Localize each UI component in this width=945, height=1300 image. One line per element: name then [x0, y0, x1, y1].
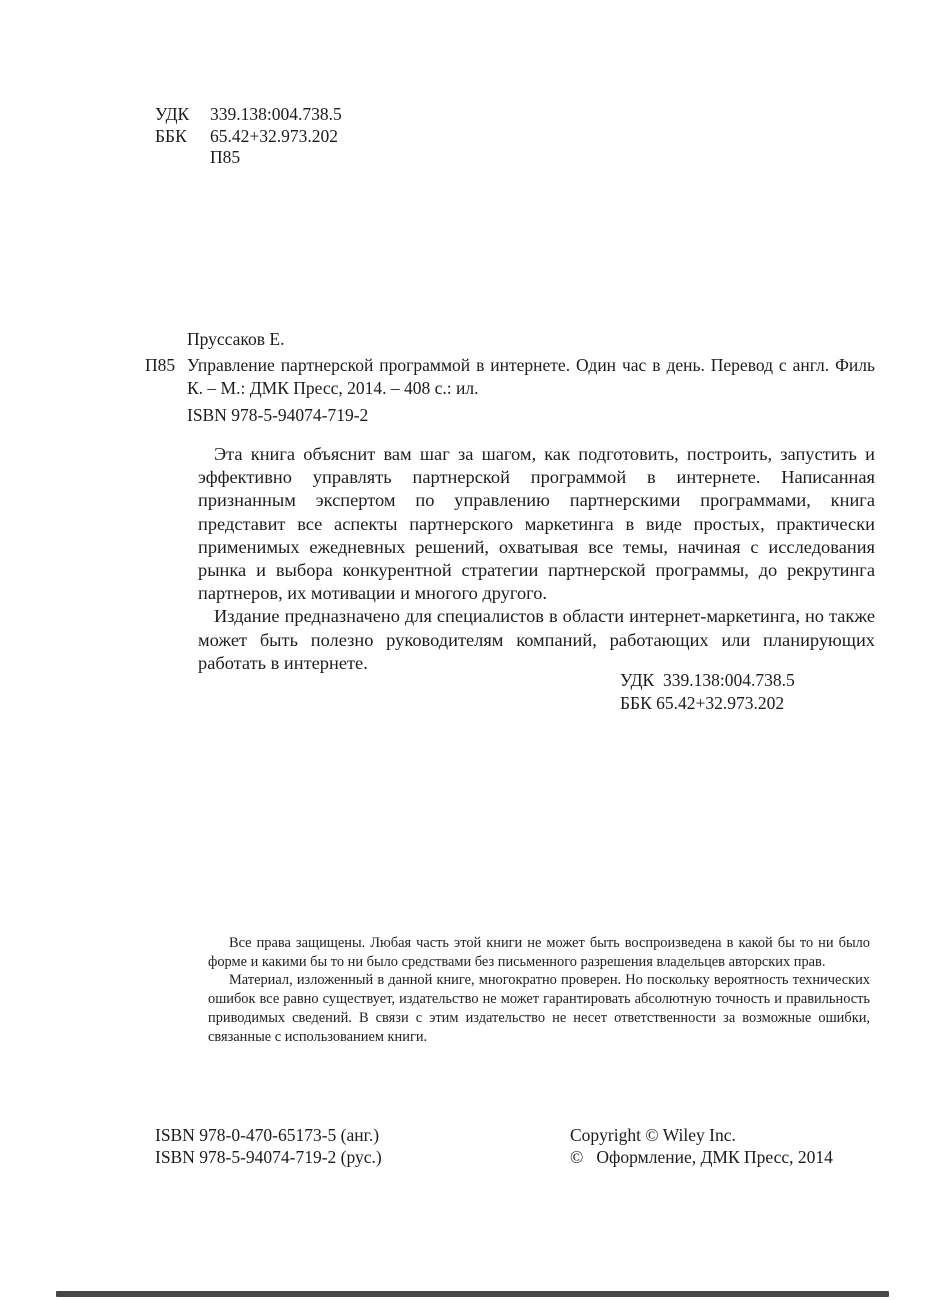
copyright-wiley: Copyright © Wiley Inc. — [570, 1125, 736, 1145]
bbk-right: ББК 65.42+32.973.202 — [620, 693, 785, 713]
isbn-english: ISBN 978-0-470-65173-5 (анг.) — [155, 1125, 380, 1145]
catalog-entry-code: П85 — [145, 355, 176, 375]
bbk-value: 65.42+32.973.202 — [210, 125, 338, 146]
udc-right: УДК 339.138:004.738.5 — [620, 670, 795, 690]
catalog-codes-top — [155, 104, 342, 169]
catalog-entry — [145, 354, 875, 400]
author-sign-spacer — [155, 147, 210, 169]
author-sign: П85 — [210, 147, 241, 167]
footer-copyright-column — [570, 1124, 833, 1168]
copyright-dmk: © Оформление, ДМК Пресс, 2014 — [570, 1147, 833, 1167]
legal-paragraph-disclaimer: Материал, изложенный в данной книге, многократно проверен. Но поскольку вероятность технических ошибок все равно существует, издательство не может гарантировать абсолютную точность и правильность приводимых сведений. В связи с этим издательство не несет ответственности за возможные ошибки, связанные с использованием книги. — [208, 972, 870, 1045]
catalog-codes-right — [620, 669, 795, 715]
page-bottom-scan-artifact — [56, 1291, 889, 1297]
catalog-entry-description: Управление партнерской программой в интернете. Один час в день. Перевод с англ. Филь К. – М.: ДМК Пресс, 2014. – 408 с.: ил. — [187, 355, 875, 398]
udc-row — [155, 104, 342, 126]
udc-value: 339.138:004.738.5 — [210, 104, 342, 124]
legal-paragraph-rights: Все права защищены. Любая часть этой книги не может быть воспроизведена в какой бы то ни было форме и какими бы то ни было средствами без письменного разрешения владельцев авторских прав. — [208, 935, 870, 970]
bbk-row — [155, 126, 342, 148]
author-sign-row — [155, 147, 342, 169]
annotation-block — [198, 443, 875, 675]
isbn-russian: ISBN 978-5-94074-719-2 (рус.) — [155, 1147, 382, 1167]
isbn-main: ISBN 978-5-94074-719-2 — [187, 405, 369, 425]
legal-notice-block — [208, 934, 870, 1046]
annotation-paragraph-2: Издание предназначено для специалистов в области интернет-маркетинга, но также может быть полезно руководителям компаний, работающих или планирующих работать в интернете. — [198, 606, 875, 673]
annotation-paragraph-1: Эта книга объяснит вам шаг за шагом, как подготовить, построить, запустить и эффективно управлять партнерской программой в интернете. Написанная признанным экспертом по управлению партнерскими программами, книга представит все аспекты партнерского маркетинга в виде простых, практически применимых ежедневных решений, охватывая все темы, начиная с исследования рынка и выбора конкурентной стратегии партнерской программы, до рекрутинга партнеров, их мотивации и многого другого. — [198, 444, 875, 604]
bbk-label: ББК — [155, 125, 187, 146]
udc-label: УДК — [155, 104, 190, 124]
footer-isbn-column — [155, 1124, 382, 1168]
author-name: Пруссаков Е. — [187, 329, 285, 349]
